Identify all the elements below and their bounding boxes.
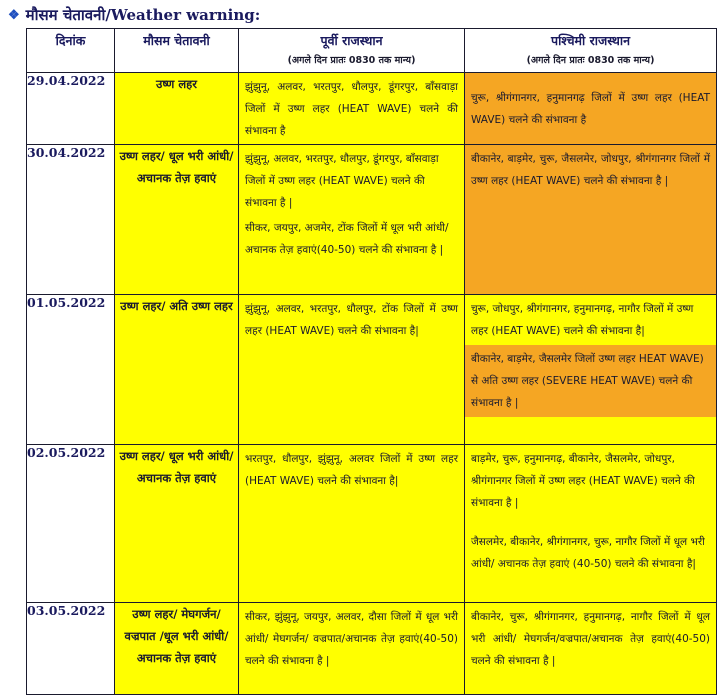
row-west-region: [465, 73, 717, 145]
row-warning-type: उष्ण लहर/ अति उष्ण लहर: [115, 295, 239, 445]
row-east-region: [239, 295, 465, 445]
west-text: बाड़मेर, चुरू, हनुमानगढ़, बीकानेर, जैसलमेर, जोधपुर, श्रीगंगानगर जिलों में उष्ण लहर (HEAT WAVE) चलने की संभावना है |: [471, 453, 695, 509]
row-west-region: [465, 445, 717, 603]
table-row: [27, 603, 717, 695]
row-east-region: [239, 145, 465, 295]
row-date: 29.04.2022: [27, 73, 115, 145]
row-warning-type: उष्ण लहर: [115, 73, 239, 145]
west-text: चुरू, श्रीगंगानगर, हनुमानगढ़ जिलों में उष्ण लहर (HEAT WAVE) चलने की संभावना है: [471, 92, 710, 126]
header-east-validity: (अगले दिन प्रातः 0830 तक मान्य): [287, 55, 416, 66]
header-east-title: पूर्वी राजस्थान: [320, 33, 383, 48]
row-date: 30.04.2022: [27, 145, 115, 295]
west-text-severe: बीकानेर, बाड़मेर, जैसलमेर जिलों उष्ण लहर HEAT WAVE) से अति उष्ण लहर (SEVERE HEAT WAVE) चलने की संभावना है |: [465, 345, 716, 417]
spacer: [465, 517, 716, 531]
row-date: 03.05.2022: [27, 603, 115, 695]
section-title-text: मौसम चेतावनी/Weather warning:: [25, 6, 261, 24]
table-row: [27, 145, 717, 295]
table-row: [27, 73, 717, 145]
row-west-region: [465, 603, 717, 695]
row-west-region: [465, 295, 717, 445]
row-date: 01.05.2022: [27, 295, 115, 445]
diamond-bullet-icon: ❖: [8, 7, 20, 23]
east-text: झुंझुनू, अलवर, भरतपुर, धौलपुर, डूंगरपुर, बाँसवाड़ा जिलों में उष्ण लहर (HEAT WAVE) चलने की संभावना है |: [245, 153, 439, 209]
header-west-validity: (अगले दिन प्रातः 0830 तक मान्य): [526, 55, 655, 66]
table-row: [27, 445, 717, 603]
west-text: बीकानेर, बाड़मेर, चुरू, जैसलमेर, जोधपुर, श्रीगंगानगर जिलों में उष्ण लहर (HEAT WAVE) चलने की संभावना है |: [471, 153, 710, 187]
header-warning: मौसम चेतावनी: [115, 29, 239, 73]
header-west-title: पश्चिमी राजस्थान: [550, 33, 631, 48]
row-east-region: [239, 445, 465, 603]
west-text-secondary: जैसलमेर, बीकानेर, श्रीगंगानगर, चुरू, नागौर जिलों में धूल भरी आंधी/ अचानक तेज़ हवाएं (40-50) चलने की संभावना है|: [471, 536, 705, 570]
east-text: झुंझुनू, अलवर, भरतपुर, धौलपुर, डूंगरपुर, बाँसवाड़ा जिलों में उष्ण लहर (HEAT WAVE) चलने की संभावना है: [245, 81, 458, 137]
east-text-secondary: सीकर, जयपुर, अजमेर, टोंक जिलों में धूल भरी आंधी/ अचानक तेज़ हवाएं(40-50) चलने की संभावना है |: [245, 222, 449, 256]
section-title: [8, 4, 260, 26]
header-east: [239, 29, 465, 73]
row-warning-type: उष्ण लहर/ धूल भरी आंधी/ अचानक तेज़ हवाएं: [115, 445, 239, 603]
row-east-region: [239, 603, 465, 695]
west-text: बीकानेर, चुरू, श्रीगंगानगर, हनुमानगढ़, नागौर जिलों में धूल भरी आंधी/ मेघगर्जन/वज्रपात/अचानक तेज़ हवाएं(40-50) चलने की संभावना है |: [471, 611, 710, 667]
row-east-region: [239, 73, 465, 145]
table-row: [27, 295, 717, 445]
east-text: सीकर, झुंझुनू, जयपुर, अलवर, दौसा जिलों में धूल भरी आंधी/ मेघगर्जन/ वज्रपात/अचानक तेज़ हवाएं(40-50) चलने की संभावना है |: [245, 611, 458, 667]
weather-warning-table: [26, 28, 717, 695]
header-row: [27, 29, 717, 73]
header-date: दिनांक: [27, 29, 115, 73]
header-west: [465, 29, 717, 73]
east-text: झुंझुनू, अलवर, भरतपुर, धौलपुर, टोंक जिलों में उष्ण लहर (HEAT WAVE) चलने की संभावना है|: [245, 303, 458, 337]
row-west-region: [465, 145, 717, 295]
row-warning-type: उष्ण लहर/ धूल भरी आंधी/ अचानक तेज़ हवाएं: [115, 145, 239, 295]
row-date: 02.05.2022: [27, 445, 115, 603]
row-warning-type: उष्ण लहर/ मेघगर्जन/ वज्रपात /धूल भरी आंधी/ अचानक तेज़ हवाएं: [115, 603, 239, 695]
east-text: भरतपुर, धौलपुर, झुंझुनू, अलवर जिलों में उष्ण लहर (HEAT WAVE) चलने की संभावना है|: [245, 453, 458, 487]
west-text: चुरू, जोधपुर, श्रीगंगानगर, हनुमानगढ़, नागौर जिलों में उष्ण लहर (HEAT WAVE) चलने की संभावना है|: [465, 295, 716, 345]
